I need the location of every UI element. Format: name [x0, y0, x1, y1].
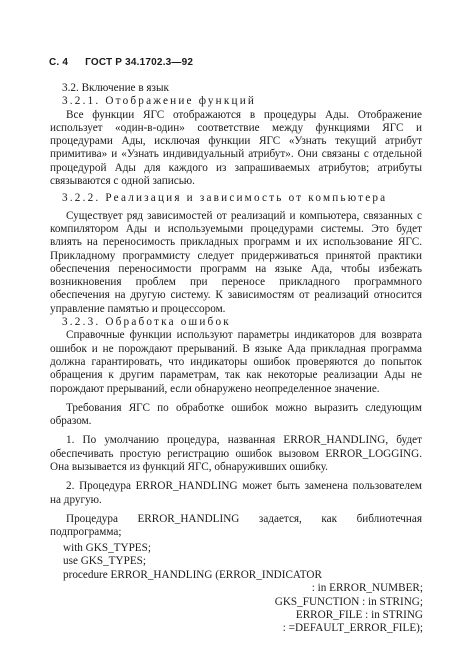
code-line: use GKS_TYPES; [63, 555, 146, 568]
subsection-321-title: 3.2.1. Отображение функций [62, 95, 257, 108]
code-listing [63, 542, 423, 636]
code-line: with GKS_TYPES; [63, 542, 151, 554]
paragraph-323-3: 1. По умолчанию процедура, названная ERROR_HANDLING, будет обеспечивать простую регистрацию ошибок вызовом ERROR_LOGGING. Она вызывается из функций ЯГС, обнаруживших ошибку. [50, 434, 422, 474]
document-body [50, 82, 422, 540]
section-heading: 3.2. Включение в язык [62, 82, 169, 94]
code-line: ERROR_FILE : in STRING [295, 609, 423, 622]
code-line: GKS_FUNCTION : in STRING; [274, 595, 423, 608]
paragraph-323-4: 2. Процедура ERROR_HANDLING может быть заменена пользователем на другую. [50, 480, 422, 506]
subsection-322-title: 3.2.2. Реализация и зависимость от компьютера [62, 192, 388, 205]
code-line: procedure ERROR_HANDLING (ERROR_INDICATOR [63, 568, 322, 581]
paragraph-321: Все функции ЯГС отображаются в процедуры Ады. Отображение использует «один-в-один» соответствие между функциями ЯГС и процедурами Ады, исключая функции ЯГС «Узнать текущий атрибут примитива» и «Узнать индивидуальный атрибут». Они связаны с отдельной процедурой Ады для каждого из запрашиваемых атрибутов; атрибуты связываются с одной записью. [50, 108, 422, 188]
code-line: : =DEFAULT_ERROR_FILE); [282, 622, 423, 635]
page-number: С. 4 [49, 57, 69, 68]
page-header [49, 57, 193, 68]
paragraph-322: Существует ряд зависимостей от реализаций и компьютера, связанных с компилятором Ады и используемыми процедурами системы. Это будет влиять на переносимость прикладных программ и их использование ЯГС. Прикладному программисту следует придерживаться принятой практики обеспечения переносимости программ на языке Ада, чтобы избежать возникновения проблем при переносе прикладного программного обеспечения на другую систему. К зависимостям от реализаций относится управление памятью и процессором. [50, 209, 422, 315]
standard-code: ГОСТ Р 34.1702.3—92 [85, 57, 194, 68]
code-line: : in ERROR_NUMBER; [311, 582, 423, 595]
paragraph-323-1: Справочные функции используют параметры индикаторов для возврата ошибок и не порождают прерываний. В языке Ада прикладная программа должна гарантировать, что индикаторы ошибок проверяются до попыток обращения к другим параметрам, так как некоторые реализации Ады не порождают прерываний, если обнаружено неопределенное значение. [50, 329, 422, 395]
paragraph-323-2: Требования ЯГС по обработке ошибок можно выразить следующим образом. [50, 401, 422, 428]
subsection-323-title: 3.2.3. Обработка ошибок [62, 316, 231, 329]
paragraph-323-5: Процедура ERROR_HANDLING задается, как библиотечная подпрограмма; [50, 512, 422, 539]
